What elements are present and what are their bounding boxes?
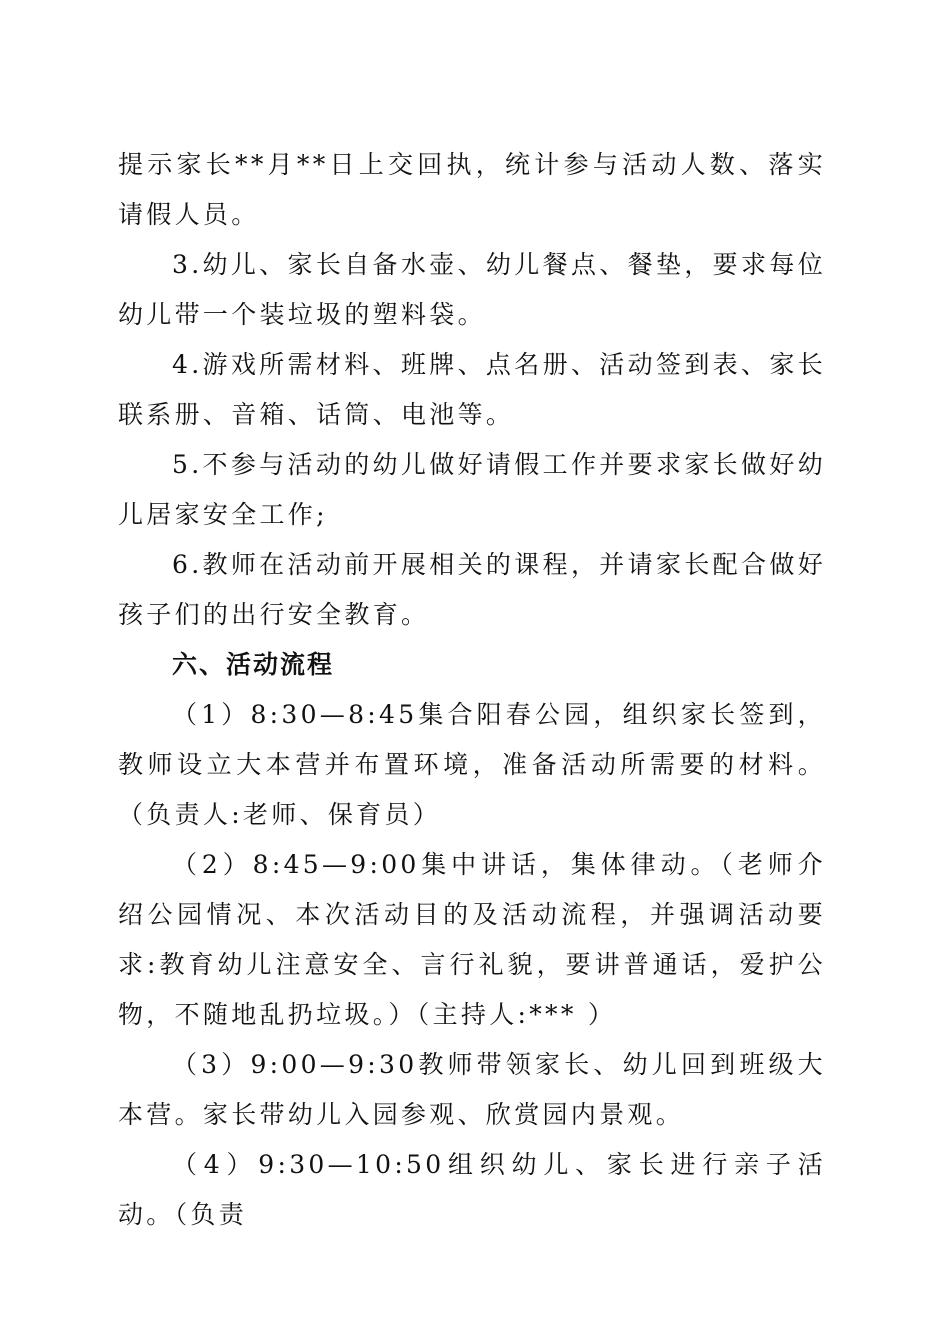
paragraph-item-5: 5.不参与活动的幼儿做好请假工作并要求家长做好幼儿居家安全工作; xyxy=(118,450,826,529)
flow-step-4: （4）9:30—10:50组织幼儿、家长进行亲子活动。（负责 xyxy=(118,1150,826,1229)
paragraph-item-6: 6.教师在活动前开展相关的课程，并请家长配合做好孩子们的出行安全教育。 xyxy=(118,550,826,629)
paragraph-item-3: 3.幼儿、家长自备水壶、幼儿餐点、餐垫，要求每位幼儿带一个装垃圾的塑料袋。 xyxy=(118,250,826,329)
paragraph-item-4: 4.游戏所需材料、班牌、点名册、活动签到表、家长联系册、音箱、话筒、电池等。 xyxy=(118,350,826,429)
flow-step-1: （1）8:30—8:45集合阳春公园，组织家长签到，教师设立大本营并布置环境，准备活动所需要的材料。（负责人:老师、保育员） xyxy=(118,700,826,829)
flow-step-3: （3）9:00—9:30教师带领家长、幼儿回到班级大本营。家长带幼儿入园参观、欣赏园内景观。 xyxy=(118,1050,826,1129)
document-page xyxy=(118,140,826,1240)
flow-step-2: （2）8:45—9:00集中讲话，集体律动。（老师介绍公园情况、本次活动目的及活动流程，并强调活动要求:教育幼儿注意安全、言行礼貌，要讲普通话，爱护公物，不随地乱扔垃圾。）（主持人:*** ） xyxy=(118,850,826,1029)
section-heading-activity-flow: 六、活动流程 xyxy=(172,650,335,679)
paragraph-reminder-receipt: 提示家长**月**日上交回执，统计参与活动人数、落实请假人员。 xyxy=(118,150,826,229)
